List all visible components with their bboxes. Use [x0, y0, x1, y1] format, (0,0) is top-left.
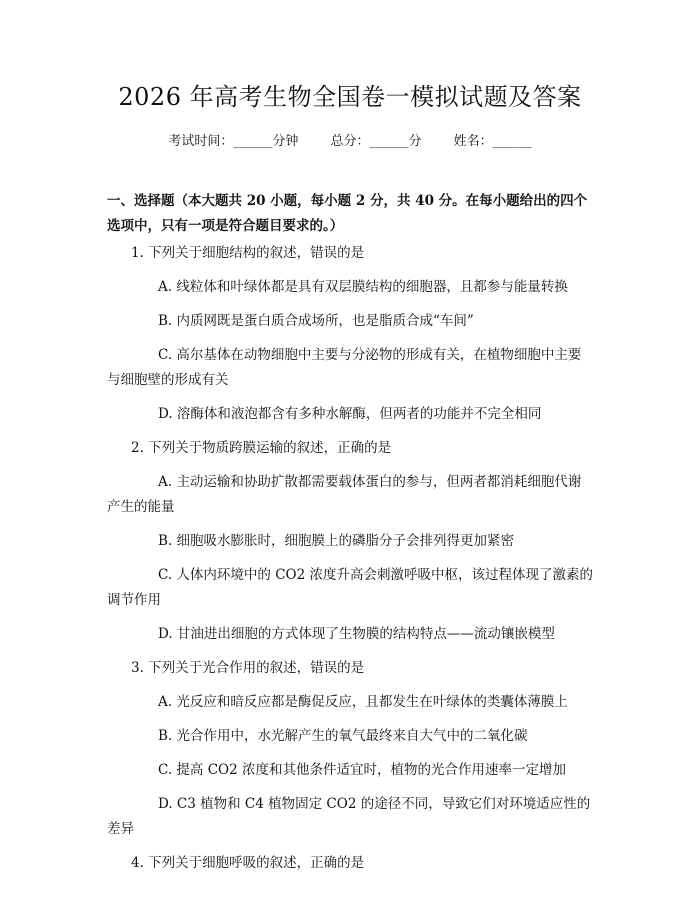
option-b: B. 内质网既是蛋白质合成场所，也是脂质合成“车间” [158, 313, 474, 329]
option-c: C. 提高 CO2 浓度和其他条件适宜时，植物的光合作用速率一定增加 [158, 762, 566, 778]
option-d: D. 甘油进出细胞的方式体现了生物膜的结构特点——流动镶嵌模型 [158, 626, 555, 642]
option-a: A. 主动运输和协助扩散都需要载体蛋白的参与，但两者都消耗细胞代谢产生的能量 [107, 474, 582, 515]
option-d: D. 溶酶体和液泡都含有多种水解酶，但两者的功能并不完全相同 [158, 406, 542, 422]
option-a: A. 线粒体和叶绿体都是具有双层膜结构的细胞器，且都参与能量转换 [158, 279, 568, 295]
page-title: 2026 年高考生物全国卷一模拟试题及答案 [118, 83, 582, 111]
question-3 [107, 656, 593, 842]
question-4 [107, 851, 593, 876]
question-stem: 1. 下列关于细胞结构的叙述，错误的是 [131, 245, 365, 261]
question-2 [107, 436, 593, 647]
total-score-field: 总分：______分 [330, 134, 422, 149]
question-list [107, 241, 593, 885]
question-stem: 3. 下列关于光合作用的叙述，错误的是 [131, 660, 365, 676]
exam-time-field: 考试时间：______分钟 [168, 134, 299, 149]
option-c: C. 人体内环境中的 CO2 浓度升高会刺激呼吸中枢，该过程体现了激素的调节作用 [107, 567, 593, 608]
question-1 [107, 241, 593, 427]
section-heading: 一、选择题（本大题共 20 小题，每小题 2 分，共 40 分。在每小题给出的四个选项中，只有一项是符合题目要求的。） [107, 193, 588, 234]
option-d: D. C3 植物和 C4 植物固定 CO2 的途径不同，导致它们对环境适应性的差异 [107, 796, 591, 837]
question-stem: 4. 下列关于细胞呼吸的叙述，正确的是 [131, 855, 365, 871]
option-b: B. 细胞吸水膨胀时，细胞膜上的磷脂分子会排列得更加紧密 [158, 533, 515, 549]
name-field: 姓名：______ [453, 134, 532, 149]
option-a: A. 光反应和暗反应都是酶促反应，且都发生在叶绿体的类囊体薄膜上 [158, 694, 568, 710]
exam-info-line [0, 132, 700, 152]
question-stem: 2. 下列关于物质跨膜运输的叙述，正确的是 [131, 440, 392, 456]
option-c: C. 高尔基体在动物细胞中主要与分泌物的形成有关，在植物细胞中主要与细胞壁的形成有关 [107, 347, 582, 388]
option-b: B. 光合作用中，水光解产生的氧气最终来自大气中的二氧化碳 [158, 728, 528, 744]
